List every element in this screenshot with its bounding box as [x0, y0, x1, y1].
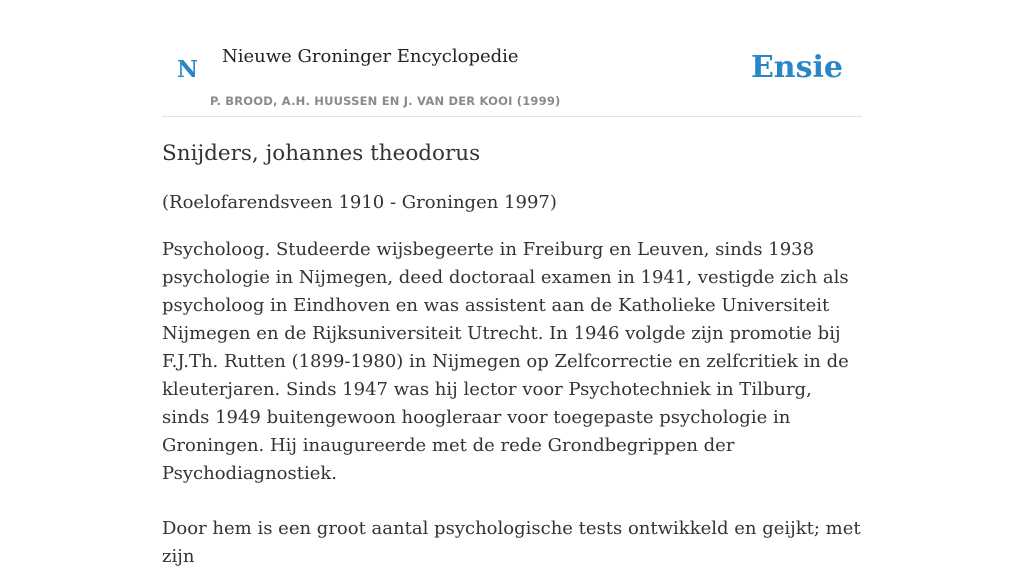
- source-logo[interactable]: N: [177, 56, 199, 83]
- brand-logo[interactable]: Ensie: [750, 50, 843, 85]
- source-title[interactable]: Nieuwe Groninger Encyclopedie: [222, 46, 519, 67]
- entry-paragraph: Door hem is een groot aantal psychologische tests ontwikkeld en geijkt; met zijn: [162, 518, 861, 567]
- entry-content: [162, 138, 864, 571]
- source-header: [162, 0, 862, 117]
- entry-subtitle: (Roelofarendsveen 1910 - Groningen 1997): [162, 192, 557, 213]
- source-authors: P. BROOD, A.H. HUUSSEN EN J. VAN DER KOOI (1999): [210, 94, 561, 108]
- entry-paragraph: Psycholoog. Studeerde wijsbegeerte in Freiburg en Leuven, sinds 1938 psychologie in Nijmegen, deed doctoraal examen in 1941, vestigde zich als psycholoog in Eindhoven en was assistent aan de Katholieke Universiteit Nijmegen en de Rijksuniversiteit Utrecht. In 1946 volgde zijn promotie bij F.J.Th. Rutten (1899-1980) in Nijmegen op Zelfcorrectie en zelfcritiek in de kleuterjaren. Sinds 1947 was hij lector voor Psychotechniek in Tilburg, sinds 1949 buitengewoon hoogleraar voor toegepaste psychologie in Groningen. Hij inaugureerde met de rede Grondbegrippen der Psychodiagnostiek.: [162, 239, 849, 484]
- entry-title: Snijders, johannes theodorus: [162, 141, 481, 166]
